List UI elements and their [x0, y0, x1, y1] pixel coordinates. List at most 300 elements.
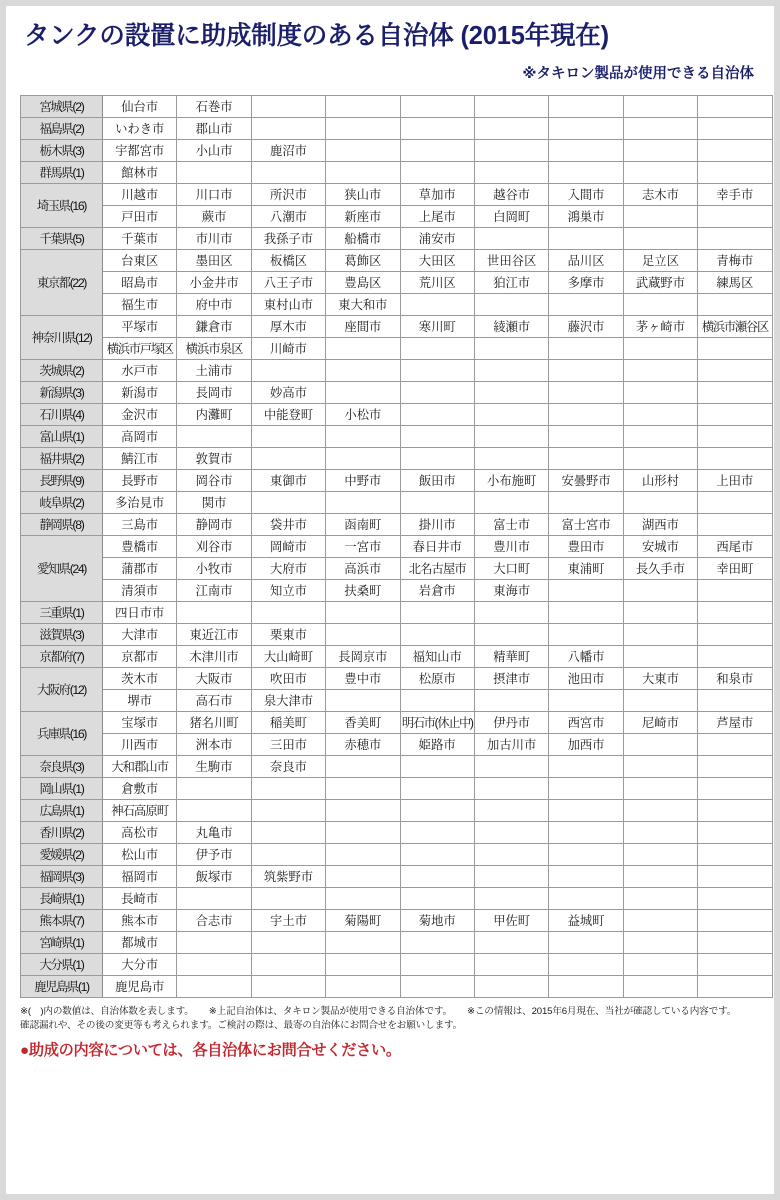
empty-cell [251, 448, 325, 470]
empty-cell [549, 778, 623, 800]
municipality-cell: 長岡京市 [326, 646, 400, 668]
empty-cell [251, 360, 325, 382]
table-row [21, 118, 773, 140]
municipality-cell: 小松市 [326, 404, 400, 426]
municipality-cell: 北名古屋市 [400, 558, 474, 580]
municipality-cell: 上田市 [698, 470, 772, 492]
empty-cell [400, 844, 474, 866]
municipality-cell: 清須市 [103, 580, 177, 602]
prefecture-cell: 福岡県(3) [21, 866, 103, 888]
municipality-cell: 水戸市 [103, 360, 177, 382]
empty-cell [623, 800, 697, 822]
empty-cell [549, 866, 623, 888]
empty-cell [326, 932, 400, 954]
empty-cell [698, 646, 772, 668]
empty-cell [698, 404, 772, 426]
empty-cell [549, 294, 623, 316]
empty-cell [326, 338, 400, 360]
empty-cell [251, 778, 325, 800]
municipality-cell: 川西市 [103, 734, 177, 756]
municipality-cell: 都城市 [103, 932, 177, 954]
municipality-cell: 宝塚市 [103, 712, 177, 734]
empty-cell [623, 162, 697, 184]
municipality-cell: 高松市 [103, 822, 177, 844]
empty-cell [698, 932, 772, 954]
empty-cell [326, 96, 400, 118]
empty-cell [698, 976, 772, 998]
municipality-cell: 東浦町 [549, 558, 623, 580]
prefecture-cell: 京都府(7) [21, 646, 103, 668]
municipality-cell: 合志市 [177, 910, 251, 932]
table-row [21, 712, 773, 734]
municipality-cell: 茨木市 [103, 668, 177, 690]
municipality-cell: 稲美町 [251, 712, 325, 734]
empty-cell [474, 382, 548, 404]
empty-cell [474, 822, 548, 844]
empty-cell [400, 888, 474, 910]
municipality-cell: 新潟市 [103, 382, 177, 404]
empty-cell [400, 404, 474, 426]
empty-cell [623, 690, 697, 712]
empty-cell [400, 162, 474, 184]
municipality-cell: 品川区 [549, 250, 623, 272]
empty-cell [251, 844, 325, 866]
empty-cell [623, 602, 697, 624]
table-row [21, 668, 773, 690]
municipality-cell: 尼崎市 [623, 712, 697, 734]
municipality-cell: 妙高市 [251, 382, 325, 404]
table-row [21, 426, 773, 448]
municipality-cell: 芦屋市 [698, 712, 772, 734]
municipality-cell: 京都市 [103, 646, 177, 668]
table-row [21, 140, 773, 162]
municipality-cell: 池田市 [549, 668, 623, 690]
municipality-cell: 豊島区 [326, 272, 400, 294]
municipality-cell: 東村山市 [251, 294, 325, 316]
empty-cell [177, 162, 251, 184]
municipality-cell: 洲本市 [177, 734, 251, 756]
table-row [21, 338, 773, 360]
prefecture-cell: 岐阜県(2) [21, 492, 103, 514]
municipality-cell: 川越市 [103, 184, 177, 206]
table-row [21, 514, 773, 536]
empty-cell [251, 96, 325, 118]
empty-cell [549, 822, 623, 844]
municipality-cell: 丸亀市 [177, 822, 251, 844]
municipality-cell: 益城町 [549, 910, 623, 932]
empty-cell [326, 382, 400, 404]
empty-cell [549, 888, 623, 910]
empty-cell [326, 778, 400, 800]
empty-cell [698, 360, 772, 382]
municipality-cell: 仙台市 [103, 96, 177, 118]
municipality-cell: 鹿児島市 [103, 976, 177, 998]
subsidy-municipality-table [20, 95, 773, 998]
table-row [21, 690, 773, 712]
municipality-cell: 入間市 [549, 184, 623, 206]
table-row [21, 932, 773, 954]
municipality-cell: 高石市 [177, 690, 251, 712]
municipality-cell: 大東市 [623, 668, 697, 690]
municipality-cell: 鴻巣市 [549, 206, 623, 228]
empty-cell [326, 624, 400, 646]
empty-cell [400, 756, 474, 778]
municipality-cell: 東海市 [474, 580, 548, 602]
empty-cell [251, 492, 325, 514]
prefecture-cell: 長野県(9) [21, 470, 103, 492]
empty-cell [326, 844, 400, 866]
empty-cell [549, 602, 623, 624]
table-row [21, 492, 773, 514]
empty-cell [400, 690, 474, 712]
prefecture-cell: 千葉県(5) [21, 228, 103, 250]
table-row [21, 558, 773, 580]
table-row [21, 756, 773, 778]
empty-cell [400, 954, 474, 976]
footnote-note-1: ※( )内の数値は、自治体数を表します。 [20, 1006, 194, 1018]
contact-callout: ●助成の内容については、各自治体にお問合せください。 [20, 1042, 401, 1060]
municipality-cell: 板橋区 [251, 250, 325, 272]
municipality-cell: 松原市 [400, 668, 474, 690]
empty-cell [474, 228, 548, 250]
municipality-cell: 小布施町 [474, 470, 548, 492]
municipality-cell: 土浦市 [177, 360, 251, 382]
empty-cell [623, 492, 697, 514]
municipality-cell: 鯖江市 [103, 448, 177, 470]
empty-cell [400, 426, 474, 448]
municipality-cell: 豊川市 [474, 536, 548, 558]
empty-cell [623, 866, 697, 888]
municipality-cell: 蕨市 [177, 206, 251, 228]
empty-cell [549, 690, 623, 712]
empty-cell [623, 624, 697, 646]
municipality-cell: 精華町 [474, 646, 548, 668]
empty-cell [326, 690, 400, 712]
municipality-cell: 綾瀬市 [474, 316, 548, 338]
table-row [21, 360, 773, 382]
empty-cell [177, 932, 251, 954]
municipality-cell: 大分市 [103, 954, 177, 976]
empty-cell [400, 932, 474, 954]
municipality-cell: 金沢市 [103, 404, 177, 426]
empty-cell [251, 800, 325, 822]
empty-cell [474, 800, 548, 822]
table-row [21, 382, 773, 404]
table-row [21, 228, 773, 250]
prefecture-cell: 茨城県(2) [21, 360, 103, 382]
table-body [21, 96, 773, 998]
municipality-cell: 安曇野市 [549, 470, 623, 492]
municipality-cell: 菊陽町 [326, 910, 400, 932]
empty-cell [549, 756, 623, 778]
empty-cell [326, 954, 400, 976]
municipality-cell: 青梅市 [698, 250, 772, 272]
empty-cell [474, 624, 548, 646]
empty-cell [549, 954, 623, 976]
empty-cell [698, 580, 772, 602]
municipality-cell: 倉敷市 [103, 778, 177, 800]
empty-cell [251, 602, 325, 624]
table-row [21, 888, 773, 910]
municipality-cell: 豊橋市 [103, 536, 177, 558]
empty-cell [474, 162, 548, 184]
municipality-cell: 鹿沼市 [251, 140, 325, 162]
table-container [6, 83, 774, 998]
table-row [21, 800, 773, 822]
prefecture-cell: 三重県(1) [21, 602, 103, 624]
prefecture-cell: 愛知県(24) [21, 536, 103, 602]
empty-cell [251, 426, 325, 448]
empty-cell [251, 888, 325, 910]
empty-cell [474, 140, 548, 162]
empty-cell [177, 602, 251, 624]
empty-cell [698, 338, 772, 360]
prefecture-cell: 福島県(2) [21, 118, 103, 140]
empty-cell [549, 228, 623, 250]
empty-cell [698, 888, 772, 910]
empty-cell [326, 822, 400, 844]
municipality-cell: 内灘町 [177, 404, 251, 426]
empty-cell [474, 338, 548, 360]
empty-cell [474, 118, 548, 140]
municipality-cell: 伊予市 [177, 844, 251, 866]
empty-cell [698, 294, 772, 316]
municipality-cell: 摂津市 [474, 668, 548, 690]
municipality-cell: 袋井市 [251, 514, 325, 536]
municipality-cell: 神石高原町 [103, 800, 177, 822]
footnote-note-3: ※この情報は、2015年6月現在、当社が確認している内容です。 [467, 1006, 737, 1018]
empty-cell [177, 976, 251, 998]
empty-cell [698, 800, 772, 822]
empty-cell [698, 96, 772, 118]
empty-cell [549, 492, 623, 514]
municipality-cell: 高浜市 [326, 558, 400, 580]
empty-cell [177, 426, 251, 448]
empty-cell [400, 866, 474, 888]
empty-cell [623, 404, 697, 426]
footnotes [6, 998, 774, 1060]
municipality-cell: 飯塚市 [177, 866, 251, 888]
municipality-cell: 富士市 [474, 514, 548, 536]
empty-cell [698, 756, 772, 778]
prefecture-cell: 熊本県(7) [21, 910, 103, 932]
empty-cell [698, 382, 772, 404]
prefecture-cell: 新潟県(3) [21, 382, 103, 404]
empty-cell [698, 206, 772, 228]
table-row [21, 448, 773, 470]
municipality-cell: 長岡市 [177, 382, 251, 404]
municipality-cell: 練馬区 [698, 272, 772, 294]
municipality-cell: 高岡市 [103, 426, 177, 448]
table-row [21, 734, 773, 756]
municipality-cell: 福岡市 [103, 866, 177, 888]
municipality-cell: 蒲郡市 [103, 558, 177, 580]
empty-cell [698, 910, 772, 932]
municipality-cell: 世田谷区 [474, 250, 548, 272]
empty-cell [549, 932, 623, 954]
empty-cell [623, 360, 697, 382]
table-row [21, 294, 773, 316]
municipality-cell: 中野市 [326, 470, 400, 492]
municipality-cell: 府中市 [177, 294, 251, 316]
municipality-cell: 長野市 [103, 470, 177, 492]
empty-cell [549, 800, 623, 822]
municipality-cell: 富士宮市 [549, 514, 623, 536]
municipality-cell: 三島市 [103, 514, 177, 536]
prefecture-cell: 富山県(1) [21, 426, 103, 448]
empty-cell [549, 96, 623, 118]
header-subnote: ※タキロン製品が使用できる自治体 [522, 66, 754, 83]
empty-cell [326, 756, 400, 778]
empty-cell [400, 96, 474, 118]
municipality-cell: 平塚市 [103, 316, 177, 338]
municipality-cell: 多治見市 [103, 492, 177, 514]
empty-cell [251, 932, 325, 954]
empty-cell [623, 646, 697, 668]
municipality-cell: 一宮市 [326, 536, 400, 558]
prefecture-cell: 神奈川県(12) [21, 316, 103, 360]
municipality-cell: 厚木市 [251, 316, 325, 338]
empty-cell [623, 954, 697, 976]
table-row [21, 184, 773, 206]
empty-cell [474, 448, 548, 470]
empty-cell [623, 976, 697, 998]
empty-cell [177, 800, 251, 822]
municipality-cell: 大府市 [251, 558, 325, 580]
prefecture-cell: 香川県(2) [21, 822, 103, 844]
prefecture-cell: 埼玉県(16) [21, 184, 103, 228]
municipality-cell: 関市 [177, 492, 251, 514]
empty-cell [623, 294, 697, 316]
municipality-cell: 小山市 [177, 140, 251, 162]
municipality-cell: 姫路市 [400, 734, 474, 756]
prefecture-cell: 群馬県(1) [21, 162, 103, 184]
empty-cell [400, 338, 474, 360]
empty-cell [623, 426, 697, 448]
table-row [21, 272, 773, 294]
municipality-cell: 館林市 [103, 162, 177, 184]
municipality-cell: いわき市 [103, 118, 177, 140]
empty-cell [623, 448, 697, 470]
municipality-cell: 八幡市 [549, 646, 623, 668]
prefecture-cell: 東京都(22) [21, 250, 103, 316]
table-row [21, 624, 773, 646]
municipality-cell: 長久手市 [623, 558, 697, 580]
empty-cell [698, 514, 772, 536]
empty-cell [623, 910, 697, 932]
empty-cell [400, 140, 474, 162]
municipality-cell: 明石市(休止中) [400, 712, 474, 734]
municipality-cell: 小金井市 [177, 272, 251, 294]
municipality-cell: 吹田市 [251, 668, 325, 690]
table-row [21, 778, 773, 800]
empty-cell [698, 228, 772, 250]
empty-cell [400, 822, 474, 844]
municipality-cell: 我孫子市 [251, 228, 325, 250]
prefecture-cell: 愛媛県(2) [21, 844, 103, 866]
municipality-cell: 足立区 [623, 250, 697, 272]
municipality-cell: 昭島市 [103, 272, 177, 294]
municipality-cell: 戸田市 [103, 206, 177, 228]
empty-cell [623, 844, 697, 866]
municipality-cell: 座間市 [326, 316, 400, 338]
municipality-cell: 横浜市泉区 [177, 338, 251, 360]
municipality-cell: 上尾市 [400, 206, 474, 228]
prefecture-cell: 石川県(4) [21, 404, 103, 426]
municipality-cell: 熊本市 [103, 910, 177, 932]
table-row [21, 844, 773, 866]
prefecture-cell: 岡山県(1) [21, 778, 103, 800]
municipality-cell: 福知山市 [400, 646, 474, 668]
empty-cell [623, 932, 697, 954]
prefecture-cell: 宮城県(2) [21, 96, 103, 118]
empty-cell [474, 932, 548, 954]
empty-cell [623, 778, 697, 800]
empty-cell [177, 954, 251, 976]
empty-cell [326, 602, 400, 624]
empty-cell [623, 206, 697, 228]
prefecture-cell: 宮崎県(1) [21, 932, 103, 954]
empty-cell [326, 866, 400, 888]
municipality-cell: 知立市 [251, 580, 325, 602]
empty-cell [400, 448, 474, 470]
municipality-cell: 八王子市 [251, 272, 325, 294]
municipality-cell: 草加市 [400, 184, 474, 206]
municipality-cell: 新座市 [326, 206, 400, 228]
empty-cell [698, 866, 772, 888]
municipality-cell: 生駒市 [177, 756, 251, 778]
municipality-cell: 江南市 [177, 580, 251, 602]
municipality-cell: 静岡市 [177, 514, 251, 536]
empty-cell [400, 602, 474, 624]
municipality-cell: 西宮市 [549, 712, 623, 734]
municipality-cell: 横浜市瀬谷区 [698, 316, 772, 338]
municipality-cell: 岡崎市 [251, 536, 325, 558]
table-row [21, 206, 773, 228]
empty-cell [474, 690, 548, 712]
table-row [21, 404, 773, 426]
table-row [21, 866, 773, 888]
table-row [21, 646, 773, 668]
empty-cell [326, 888, 400, 910]
municipality-cell: 豊中市 [326, 668, 400, 690]
municipality-cell: 茅ヶ崎市 [623, 316, 697, 338]
municipality-cell: 船橋市 [326, 228, 400, 250]
municipality-cell: 山形村 [623, 470, 697, 492]
empty-cell [251, 118, 325, 140]
empty-cell [326, 800, 400, 822]
municipality-cell: 宇土市 [251, 910, 325, 932]
empty-cell [623, 228, 697, 250]
table-row [21, 162, 773, 184]
table-row [21, 536, 773, 558]
municipality-cell: 安城市 [623, 536, 697, 558]
municipality-cell: 大阪市 [177, 668, 251, 690]
empty-cell [326, 162, 400, 184]
empty-cell [400, 976, 474, 998]
municipality-cell: 加西市 [549, 734, 623, 756]
empty-cell [474, 954, 548, 976]
prefecture-cell: 大分県(1) [21, 954, 103, 976]
empty-cell [623, 734, 697, 756]
municipality-cell: 敦賀市 [177, 448, 251, 470]
table-row [21, 976, 773, 998]
empty-cell [326, 492, 400, 514]
municipality-cell: 岡谷市 [177, 470, 251, 492]
municipality-cell: 浦安市 [400, 228, 474, 250]
municipality-cell: 筑紫野市 [251, 866, 325, 888]
municipality-cell: 赤穂市 [326, 734, 400, 756]
